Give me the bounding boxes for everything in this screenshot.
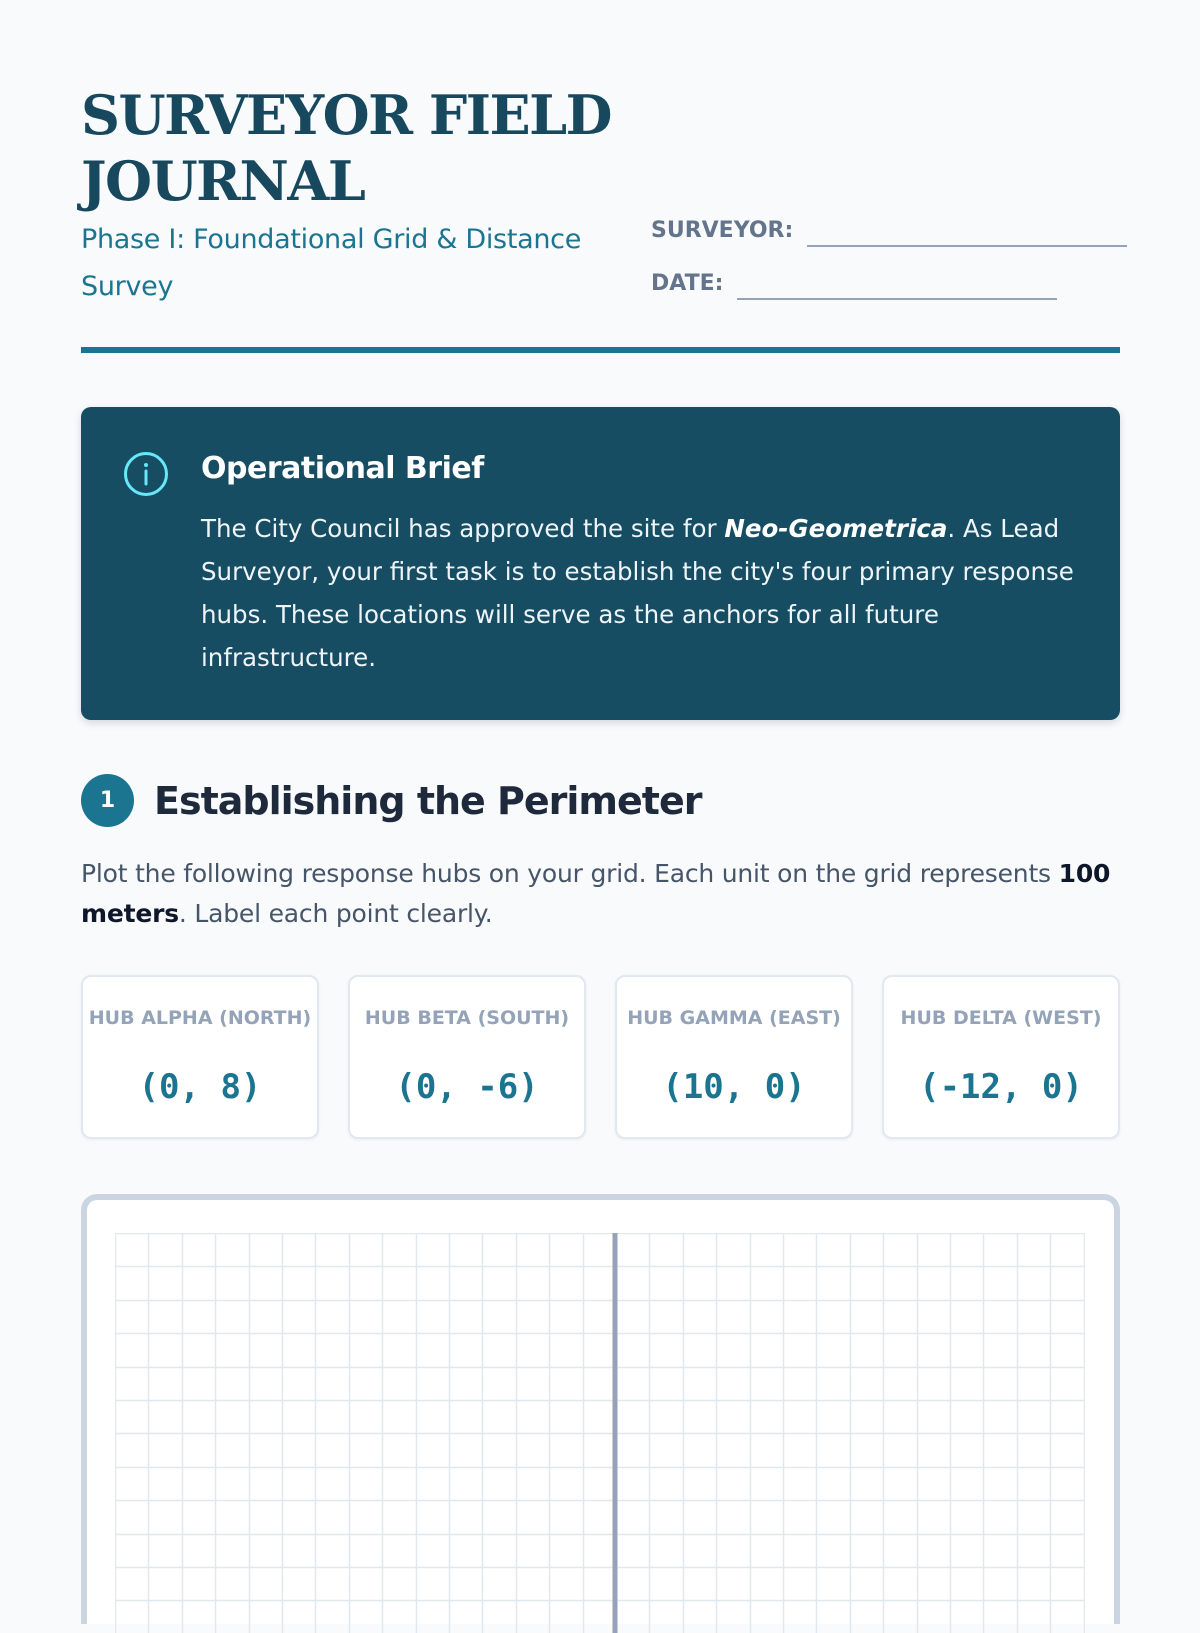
- brief-title: Operational Brief: [201, 451, 484, 486]
- operational-brief: [81, 407, 1120, 720]
- hub-card-gamma: [615, 975, 853, 1139]
- section-instructions: [81, 854, 1120, 934]
- hub-coordinates: (0, 8): [138, 1067, 262, 1107]
- brief-text: [201, 507, 1081, 679]
- coordinate-grid[interactable]: [115, 1233, 1085, 1633]
- page-subtitle: Phase I: Foundational Grid & Distance Survey: [81, 224, 582, 302]
- hub-card-row: [81, 975, 1120, 1139]
- brief-text-after: . As Lead Surveyor, your first task is to establish the city's four primary response hubs. These locations will serve as the anchors for all future infrastructure.: [201, 514, 1074, 672]
- hub-card-beta: [348, 975, 586, 1139]
- journal-page: [81, 0, 1120, 1107]
- surveyor-label: SURVEYOR:: [651, 218, 794, 243]
- surveyor-field[interactable]: [651, 218, 1127, 243]
- hub-name: HUB ALPHA (NORTH): [88, 1007, 312, 1029]
- journal-header: [81, 0, 1120, 356]
- hub-name: HUB BETA (SOUTH): [364, 1007, 570, 1029]
- brief-text-before: The City Council has approved the site for: [201, 514, 725, 543]
- date-field[interactable]: [651, 271, 1057, 296]
- instructions-scale: 100 meters: [81, 859, 1111, 928]
- hub-card-alpha: [81, 975, 319, 1139]
- hub-coordinates: (0, -6): [395, 1067, 539, 1107]
- instructions-before: Plot the following response hubs on your grid. Each unit on the grid represents: [81, 859, 1059, 888]
- coordinate-grid-panel: [81, 1194, 1120, 1624]
- header-divider: [81, 347, 1120, 353]
- page-title: SURVEYOR FIELD JOURNAL: [81, 83, 611, 213]
- hub-name: HUB GAMMA (EAST): [627, 1007, 841, 1029]
- section-title: Establishing the Perimeter: [154, 779, 702, 823]
- instructions-after: . Label each point clearly.: [178, 899, 493, 928]
- hub-name: HUB DELTA (WEST): [900, 1007, 1102, 1029]
- hub-coordinates: (10, 0): [662, 1067, 806, 1107]
- hub-card-delta: [882, 975, 1120, 1139]
- date-label: DATE:: [651, 271, 724, 296]
- brief-city-name: Neo-Geometrica: [724, 514, 948, 543]
- info-icon: [123, 451, 169, 497]
- section-number-badge: 1: [81, 774, 134, 827]
- surveyor-line[interactable]: [807, 245, 1127, 247]
- hub-coordinates: (-12, 0): [919, 1067, 1083, 1107]
- date-line[interactable]: [737, 298, 1057, 300]
